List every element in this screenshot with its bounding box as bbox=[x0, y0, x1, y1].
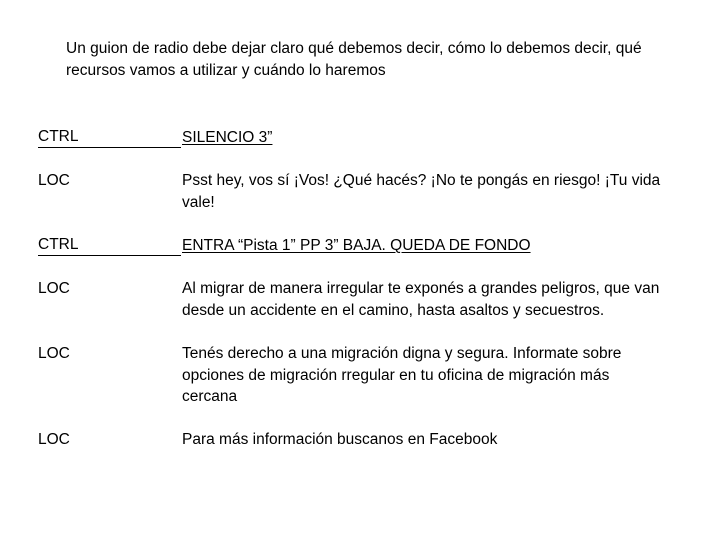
loc-line: Tenés derecho a una migración digna y segura. Informate sobre opciones de migración rregular en tu oficina de migración más cercana bbox=[182, 345, 622, 405]
loc-line: Para más información buscanos en Facebook bbox=[182, 431, 498, 448]
loc-label: LOC bbox=[38, 280, 70, 297]
loc-line: Al migrar de manera irregular te exponés a grandes peligros, que van desde un accidente en el camino, hasta asaltos y secuestros. bbox=[182, 280, 660, 319]
loc-line: Psst hey, vos sí ¡Vos! ¿Qué hacés? ¡No te pongás en riesgo! ¡Tu vida vale! bbox=[182, 172, 661, 211]
loc-label: LOC bbox=[38, 345, 70, 362]
ctrl-label: CTRL bbox=[38, 127, 181, 148]
loc-label: LOC bbox=[38, 431, 70, 448]
ctrl-instruction: SILENCIO 3” bbox=[182, 129, 273, 146]
ctrl-label: CTRL bbox=[38, 235, 181, 256]
ctrl-instruction: ENTRA “Pista 1” PP 3” BAJA. QUEDA DE FONDO bbox=[182, 237, 531, 254]
intro-paragraph: Un guion de radio debe dejar claro qué debemos decir, cómo lo debemos decir, qué recursos vamos a utilizar y cuándo lo haremos bbox=[66, 40, 642, 79]
loc-label: LOC bbox=[38, 172, 70, 189]
